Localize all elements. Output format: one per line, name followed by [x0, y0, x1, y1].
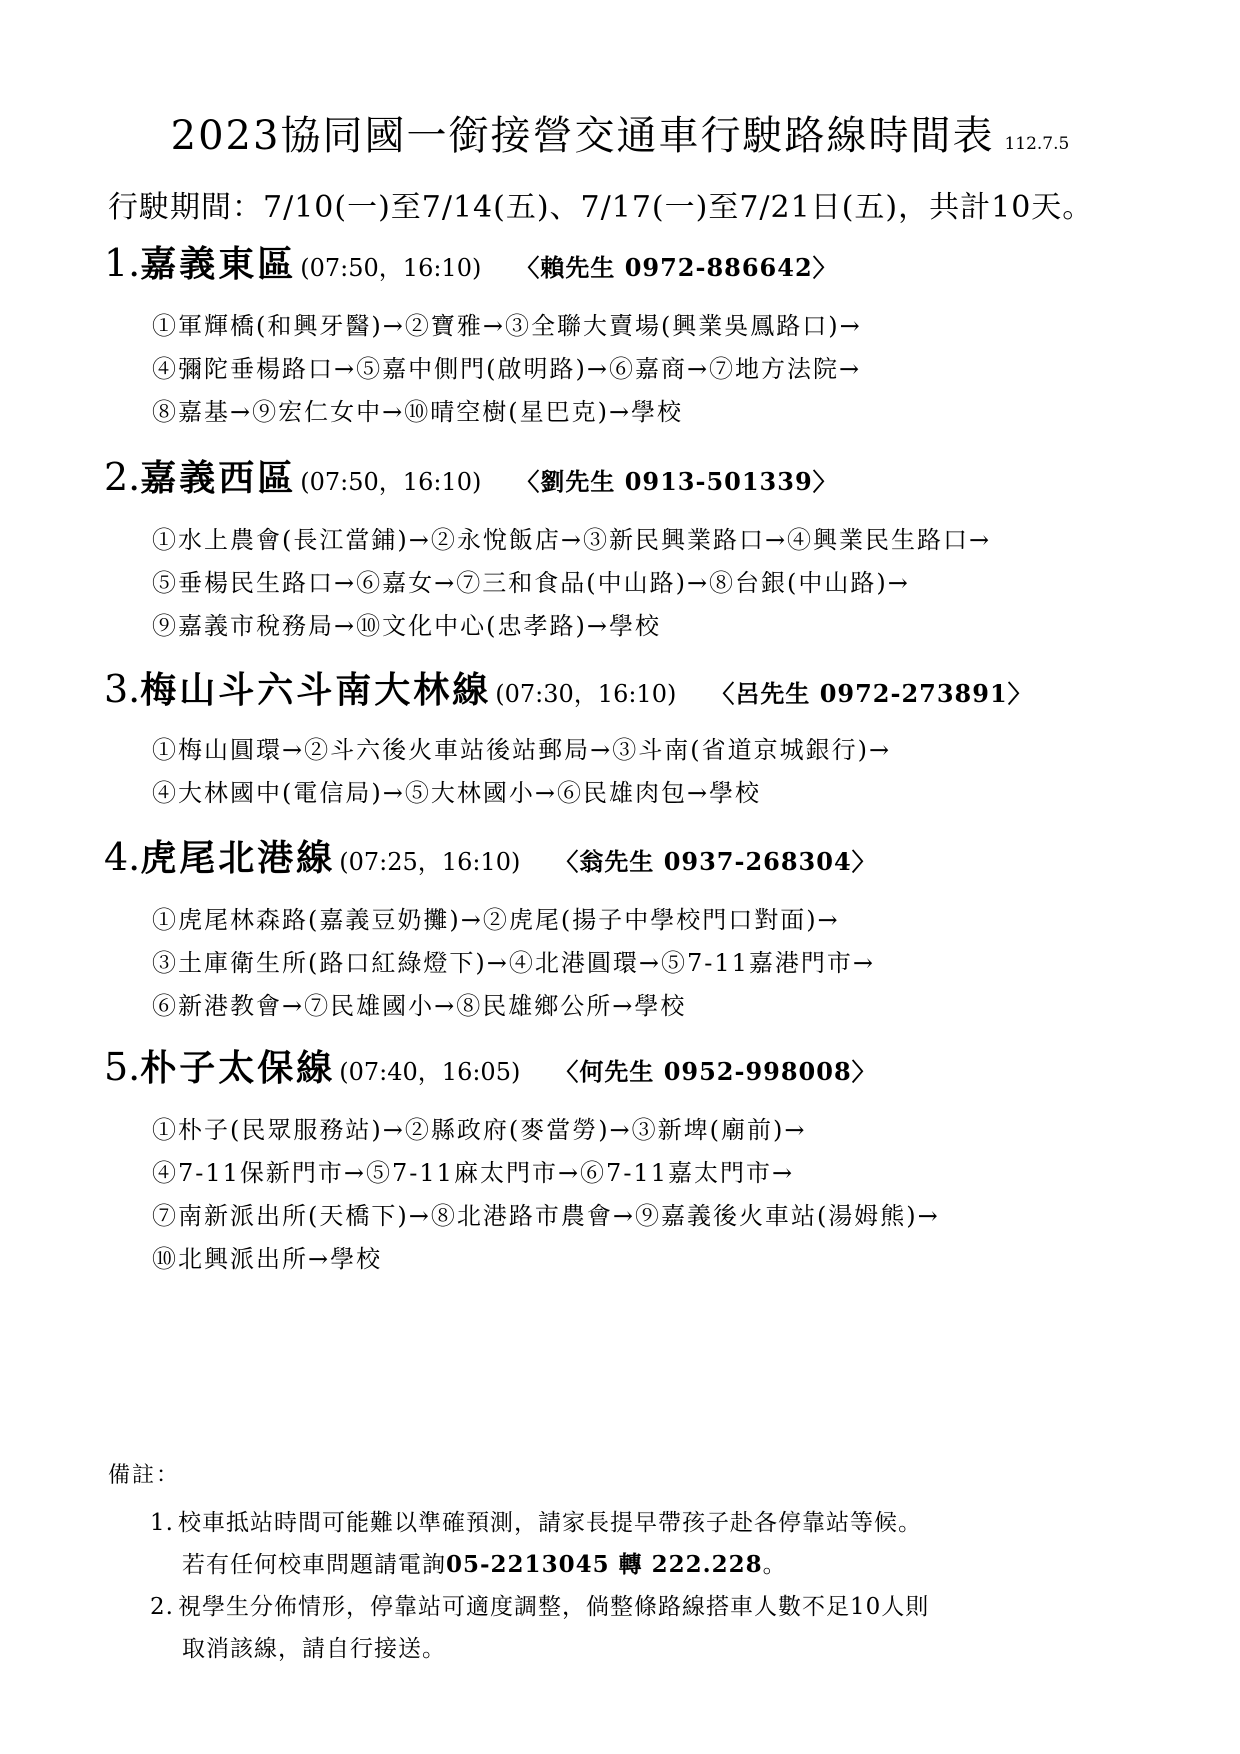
- document-title: 2023協同國一銜接營交通車行駛路線時間表: [170, 113, 995, 159]
- route-name: 嘉義東區: [140, 243, 297, 285]
- route-heading: [104, 830, 877, 881]
- stop-line: ⑤垂楊民生路口→⑥嘉女→⑦三和食品(中山路)→⑧台銀(中山路)→: [152, 569, 910, 597]
- route-name: 嘉義西區: [140, 457, 297, 499]
- notes-label: 備註：: [108, 1463, 181, 1488]
- route-number: 2.: [104, 455, 141, 499]
- route-time: (07:25，16:10): [339, 848, 521, 876]
- route-name: 朴子太保線: [140, 1047, 336, 1089]
- note-phone: 05-2213045 轉 222.228: [446, 1551, 763, 1578]
- route-heading: [104, 1040, 877, 1091]
- stop-line: ⑨嘉義市稅務局→⑩文化中心(忠孝路)→學校: [152, 612, 661, 640]
- note-number: 2.: [150, 1594, 174, 1620]
- title-row: [0, 104, 1240, 161]
- stop-line: ⑧嘉基→⑨宏仁女中→⑩晴空樹(星巴克)→學校: [152, 398, 684, 426]
- note-text: 視學生分佈情形，停靠站可適度調整，倘整條路線搭車人數不足10人則: [177, 1594, 930, 1620]
- route-time: (07:50，16:10): [300, 254, 482, 282]
- stop-line: ⑦南新派出所(天橋下)→⑧北港路市農會→⑨嘉義後火車站(湯姆熊)→: [152, 1202, 940, 1230]
- stop-line: ⑩北興派出所→學校: [152, 1245, 383, 1273]
- route-number: 1.: [104, 241, 141, 285]
- route-number: 4.: [104, 835, 141, 879]
- route-number: 3.: [104, 667, 141, 711]
- route-contact: 〈呂先生 0972-273891〉: [710, 679, 1033, 708]
- route-heading: [104, 662, 1033, 713]
- route-heading: [104, 236, 838, 287]
- stop-line: ④7-11保新門市→⑤7-11麻太門市→⑥7-11嘉太門市→: [152, 1159, 795, 1187]
- route-contact: 〈賴先生 0972-886642〉: [515, 253, 838, 282]
- stop-line: ③土庫衛生所(路口紅綠燈下)→④北港圓環→⑤7-11嘉港門市→: [152, 949, 875, 977]
- stop-line: ①梅山圓環→②斗六後火車站後站郵局→③斗南(省道京城銀行)→: [152, 736, 892, 764]
- route-time: (07:40，16:05): [339, 1058, 521, 1086]
- route-name: 梅山斗六斗南大林線: [140, 669, 492, 711]
- stop-line: ⑥新港教會→⑦民雄國小→⑧民雄鄉公所→學校: [152, 992, 687, 1020]
- route-name: 虎尾北港線: [140, 837, 336, 879]
- route-contact: 〈何先生 0952-998008〉: [554, 1057, 877, 1086]
- note-number: 1.: [150, 1510, 174, 1536]
- route-number: 5.: [104, 1045, 141, 1089]
- stop-line: ④彌陀垂楊路口→⑤嘉中側門(啟明路)→⑥嘉商→⑦地方法院→: [152, 355, 862, 383]
- note-item-1-line-2: [182, 1546, 787, 1579]
- route-heading: [104, 450, 838, 501]
- note-item-2-line-1: [150, 1588, 929, 1621]
- route-contact: 〈劉先生 0913-501339〉: [515, 467, 838, 496]
- route-contact: 〈翁先生 0937-268304〉: [554, 847, 877, 876]
- service-period: 行駛期間：7/10(一)至7/14(五)、7/17(一)至7/21日(五)，共計10天。: [108, 190, 1094, 225]
- stop-line: ①軍輝橋(和興牙醫)→②寶雅→③全聯大賣場(興業吳鳳路口)→: [152, 312, 862, 340]
- route-time: (07:50，16:10): [300, 468, 482, 496]
- stop-line: ④大林國中(電信局)→⑤大林國小→⑥民雄肉包→學校: [152, 779, 762, 807]
- stop-line: ①水上農會(長江當鋪)→②永悅飯店→③新民興業路口→④興業民生路口→: [152, 526, 992, 554]
- stop-line: ①虎尾林森路(嘉義豆奶攤)→②虎尾(揚子中學校門口對面)→: [152, 906, 840, 934]
- note-text: 若有任何校車問題請電詢: [182, 1552, 446, 1578]
- note-item-1-line-1: [150, 1504, 922, 1537]
- note-item-2-line-2: 取消該線，請自行接送。: [182, 1636, 446, 1662]
- note-text: 校車抵站時間可能難以準確預測，請家長提早帶孩子赴各停靠站等候。: [177, 1510, 922, 1536]
- document-date: 112.7.5: [1004, 134, 1070, 154]
- route-time: (07:30，16:10): [495, 680, 677, 708]
- note-text: 。: [762, 1552, 787, 1578]
- stop-line: ①朴子(民眾服務站)→②縣政府(麥當勞)→③新埤(廟前)→: [152, 1116, 807, 1144]
